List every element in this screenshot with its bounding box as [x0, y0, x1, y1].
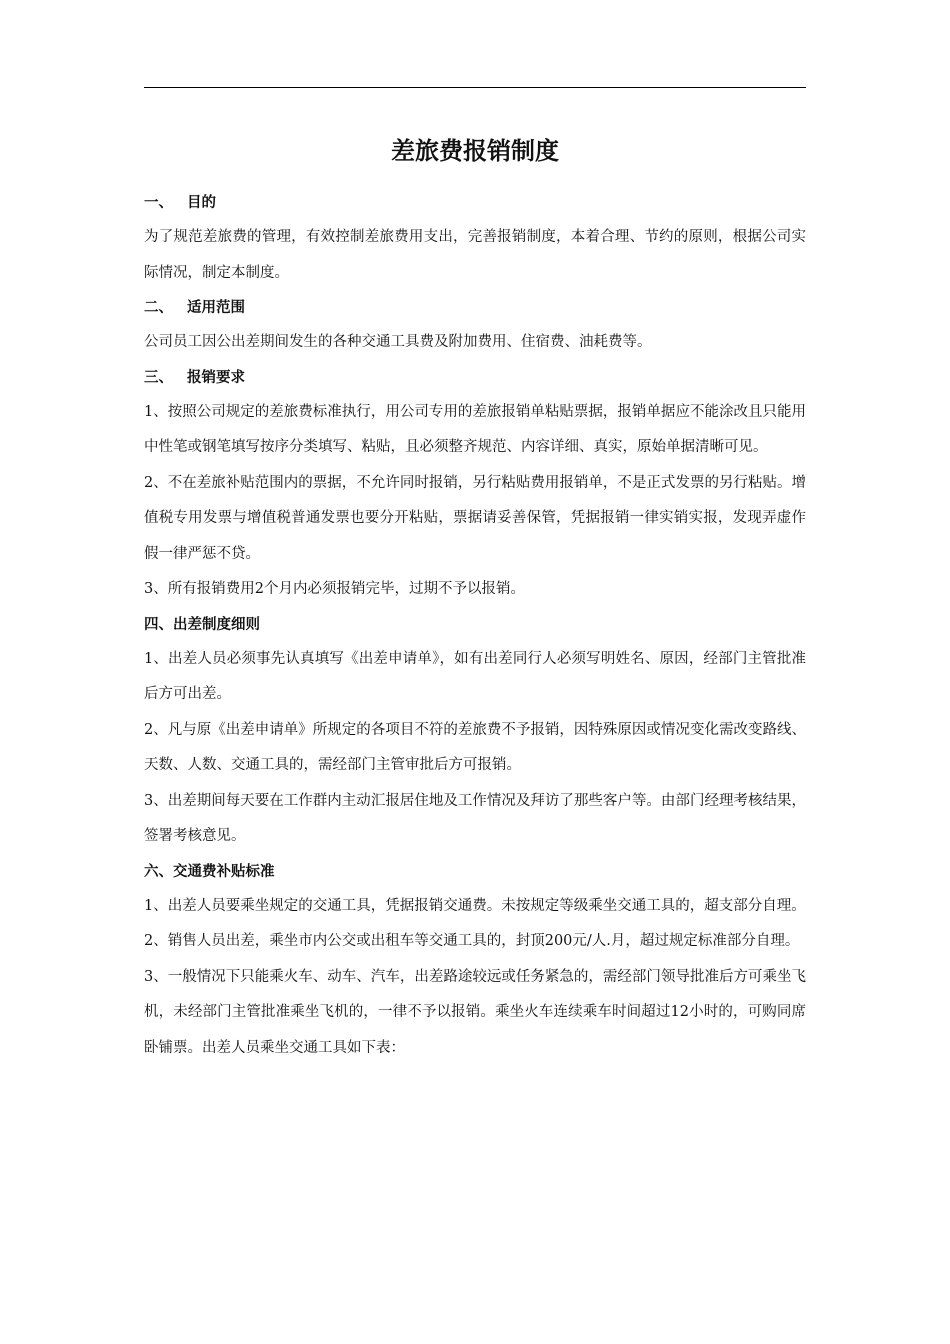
section-number: 三、	[144, 369, 173, 386]
section-heading-requirements	[144, 361, 806, 395]
section-heading-transport-allowance	[144, 855, 806, 889]
paragraph: 1、出差人员要乘坐规定的交通工具，凭据报销交通费。未按规定等级乘坐交通工具的，超支部分自理。	[144, 897, 806, 914]
section-number: 四、	[144, 616, 173, 633]
section-number: 一、	[144, 195, 173, 211]
section-title: 交通费补贴标准	[173, 863, 275, 880]
section-title: 目的	[187, 195, 216, 211]
section-heading-travel-rules	[144, 608, 806, 642]
paragraph: 3、所有报销费用2个月内必须报销完毕，过期不予以报销。	[144, 581, 525, 597]
section-heading-scope	[144, 291, 806, 325]
paragraph: 1、出差人员必须事先认真填写《出差申请单》，如有出差同行人必须写明姓名、原因，经部门主管批准后方可出差。	[144, 650, 806, 702]
paragraph: 2、不在差旅补贴范围内的票据，不允许同时报销，另行粘贴费用报销单，不是正式发票的另行粘贴。增值税专用发票与增值税普通发票也要分开粘贴，票据请妥善保管，凭据报销一律实销实报，发现弄虚作假一律严惩不贷。	[144, 474, 806, 562]
paragraph: 为了规范差旅费的管理，有效控制差旅费用支出，完善报销制度，本着合理、节约的原则，根据公司实际情况，制定本制度。	[144, 229, 806, 281]
section-title: 出差制度细则	[173, 616, 260, 633]
header-rule	[144, 87, 806, 88]
document-title: 差旅费报销制度	[391, 137, 559, 165]
paragraph: 3、一般情况下只能乘火车、动车、汽车，出差路途较远或任务紧急的，需经部门领导批准后方可乘坐飞机，未经部门主管批准乘坐飞机的，一律不予以报销。乘坐火车连续乘车时间超过12小时的，可购同席卧铺票。出差人员乘坐交通工具如下表：	[144, 968, 806, 1056]
document-body	[144, 186, 806, 1066]
paragraph: 2、凡与原《出差申请单》所规定的各项目不符的差旅费不予报销，因特殊原因或情况变化需改变路线、天数、人数、交通工具的，需经部门主管审批后方可报销。	[144, 721, 806, 773]
section-number: 六、	[144, 863, 173, 880]
paragraph: 3、出差期间每天要在工作群内主动汇报居住地及工作情况及拜访了那些客户等。由部门经理考核结果，签署考核意见。	[144, 792, 806, 844]
section-title: 报销要求	[187, 369, 245, 386]
paragraph: 2、销售人员出差，乘坐市内公交或出租车等交通工具的，封顶200元/人.月，超过规定标准部分自理。	[144, 933, 800, 949]
section-number: 二、	[144, 300, 173, 316]
paragraph: 公司员工因公出差期间发生的各种交通工具费及附加费用、住宿费、油耗费等。	[144, 334, 652, 350]
section-title: 适用范围	[187, 300, 245, 316]
section-heading-purpose	[144, 186, 806, 220]
paragraph: 1、按照公司规定的差旅费标准执行，用公司专用的差旅报销单粘贴票据，报销单据应不能涂改且只能用中性笔或钢笔填写按序分类填写、粘贴，且必须整齐规范、内容详细、真实，原始单据清晰可见。	[144, 403, 806, 455]
